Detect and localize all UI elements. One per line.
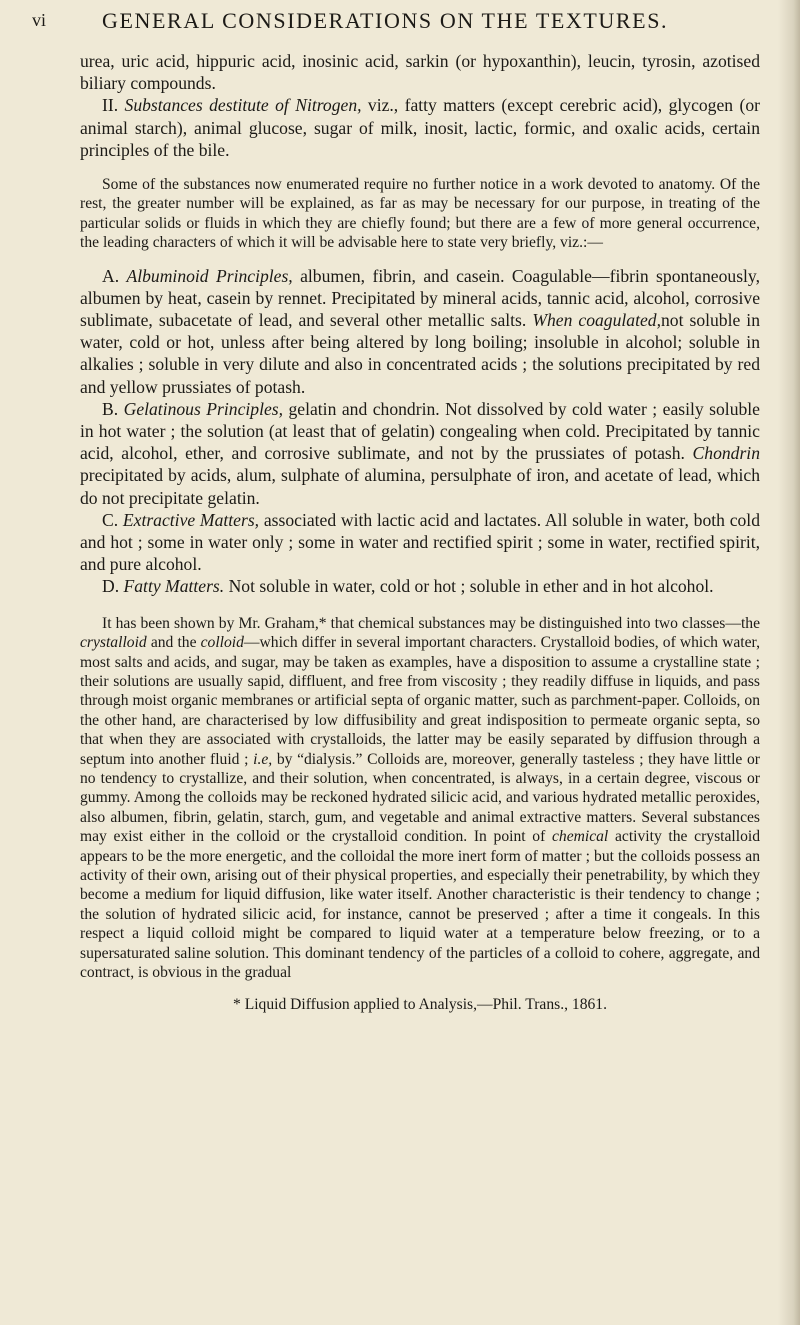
paragraph-introduction: Some of the substances now enumerated require no further notice in a work devoted to anatomy. Of the rest, the greater number will be explained, as far as may be necessary for our purpose, in treating of the particular solids or fluids in which they are chiefly found; but there are a few of more general occurrence, the leading characters of which it will be advisable here to state very briefly, viz.:— [80,176,760,252]
section-title: Extractive Matters, [122,509,260,530]
paragraph-gelatinous: B. Gelatinous Principles, gelatin and chondrin. Not dissolved by cold water ; easily soluble in hot water ; the solution (at least that of gelatin) congealing when cold. Precipitated by tannic acid, alcohol, ether, and corrosive sublimate, and not by the prussiates of potash. Chondrin precipitated by acids, alum, sulphate of alumina, persulphate of iron, and acetate of lead, which do not precipitate gelatin. [80,398,760,508]
page-number: vi [32,10,47,30]
paragraph-colloids: It has been shown by Mr. Graham,* that chemical substances may be distinguished into two classes—the crystalloid and the colloid—which differ in several important characters. Crystalloid bodies, of which water, most salts and acids, and sugar, may be taken as examples, have a disposition to assume a crystalline state ; their solutions are usually sapid, diffluent, and free from viscosity ; they readily diffuse in liquids, and pass through moist organic membranes or artificial septa of organic matter, such as parchment-paper. Colloids, on the other hand, are characterised by low diffusibility and great indisposition to permeate organic septa, so that when they are associated with crystalloids, the latter may be easily separated by diffusion through a septum into another fluid ; i.e, by “dialysis.” Colloids are, moreover, generally tasteless ; they have little or no tendency to crystallize, and their solution, when concentrated, is always, in a certain degree, viscous or gummy. Among the colloids may be reckoned hydrated silicic acid, and various hydrated metallic peroxides, also albumen, fibrin, gelatin, starch, gum, and vegetable and animal extractive matters. Several substances may exist either in the colloid or the crystalloid condition. In point of chemical activity the crystalloid appears to be the more energetic, and the colloidal the more inert form of matter ; but the colloids possess an activity of their own, arising out of their physical properties, and especially their penetrability, by which they become a medium for liquid diffusion, like water itself. Another characteristic is their tendency to change ; the solution of hydrated silicic acid, for instance, cannot be preserved ; after a time it congeals. In this respect a liquid colloid might be compared to liquid water at a temperature below freezing, or to a supersaturated saline solution. This dominant tendency of the particles of a colloid to cohere, aggregate, and contract, is obvious in the gradual [80,614,760,981]
section-title: Gelatinous Principles, [123,398,284,419]
section-title: Substances destitute of Nitrogen, [124,95,362,116]
page-edge-shadow [778,0,800,1325]
paragraph-extractive: C. Extractive Matters, associated with lactic acid and lactates. All soluble in water, both cold and hot ; some in water only ; some in water and rectified spirit ; some in water, rectified spirit, and pure alcohol. [80,509,760,575]
running-title: GENERAL CONSIDERATIONS ON THE TEXTURES. [102,8,669,33]
page-body [80,50,760,1017]
paragraph-non-nitrogenous: II. Substances destitute of Nitrogen, viz., fatty matters (except cerebric acid), glycogen (or animal starch), animal glucose, sugar of milk, inosit, lactic, formic, and oxalic acids, certain principles of the bile. [80,95,761,160]
paragraph-albuminoid: A. Albuminoid Principles, albumen, fibrin, and casein. Coagulable—fibrin spontaneously, albumen by heat, casein by rennet. Precipitated by mineral acids, tannic acid, alcohol, corrosive sublimate, subacetate of lead, and several other metallic salts. When coagulated,not soluble in water, cold or hot, unless after being altered by long boiling; insoluble in alcohol; soluble in alkalies ; soluble in very dilute and also in concentrated acids ; the solutions precipitated by red and yellow prussiates of potash. [80,265,760,397]
paragraph-urea-list: urea, uric acid, hippuric acid, inosinic acid, sarkin (or hypoxanthin), leucin, tyrosin, azotised biliary compounds. [80,51,760,94]
section-title: Fatty Matters. [123,576,225,597]
section-title: Albuminoid Principles, [126,265,293,286]
paragraph-fatty: D. Fatty Matters. Not soluble in water, cold or hot ; soluble in ether and in hot alcohol. [102,576,714,597]
footnote: * Liquid Diffusion applied to Analysis,—Phil. Trans., 1861. [233,996,607,1014]
running-header [32,4,762,38]
